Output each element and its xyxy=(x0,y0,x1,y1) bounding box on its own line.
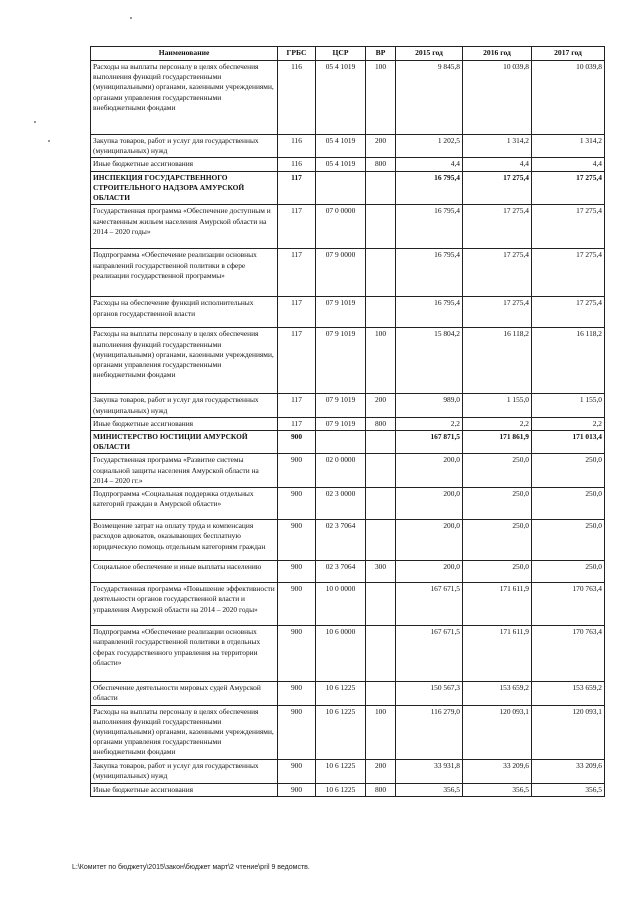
cell-2016: 171 861,9 xyxy=(463,430,532,453)
cell-2016: 2,2 xyxy=(463,417,532,430)
cell-2015: 16 795,4 xyxy=(396,171,463,205)
cell-name: Расходы на выплаты персоналу в целях обеспечения выполнения функций государственными (муниципальными) органами, казенными учреждениями, органами управления государственными внебюджетными фондами xyxy=(91,705,278,759)
cell-2016: 356,5 xyxy=(463,783,532,796)
cell-vr: 200 xyxy=(366,135,396,158)
cell-2015: 200,0 xyxy=(396,561,463,583)
cell-vr: 800 xyxy=(366,158,396,171)
table-row xyxy=(91,682,605,705)
scan-speck xyxy=(130,17,132,19)
cell-2015: 9 845,8 xyxy=(396,61,463,135)
cell-vr: 200 xyxy=(366,394,396,417)
cell-2015: 16 795,4 xyxy=(396,249,463,297)
table-row xyxy=(91,520,605,561)
cell-name: Государственная программа «Повышение эффективности деятельности органов государственной власти и управления Амурской области на 2014 – 2020 годы» xyxy=(91,583,278,626)
cell-grbs: 900 xyxy=(278,430,316,453)
cell-2015: 15 804,2 xyxy=(396,328,463,394)
table-row xyxy=(91,328,605,394)
cell-name: Расходы на выплаты персоналу в целях обеспечения выполнения функций государственными (муниципальными) органами, казенными учреждениями, органами управления государственными внебюджетными фондами xyxy=(91,61,278,135)
cell-2017: 10 039,8 xyxy=(532,61,605,135)
cell-2016: 17 275,4 xyxy=(463,249,532,297)
cell-2016: 120 093,1 xyxy=(463,705,532,759)
cell-2017: 17 275,4 xyxy=(532,249,605,297)
cell-2015: 167 671,5 xyxy=(396,626,463,682)
cell-2016: 17 275,4 xyxy=(463,205,532,249)
cell-csr: 02 3 7064 xyxy=(316,520,366,561)
cell-csr: 07 9 1019 xyxy=(316,417,366,430)
cell-grbs: 900 xyxy=(278,488,316,520)
cell-grbs: 900 xyxy=(278,682,316,705)
cell-csr: 10 6 1225 xyxy=(316,705,366,759)
cell-2017: 17 275,4 xyxy=(532,171,605,205)
cell-csr: 07 0 0000 xyxy=(316,205,366,249)
cell-name: Закупка товаров, работ и услуг для государственных (муниципальных) нужд xyxy=(91,135,278,158)
cell-vr xyxy=(366,682,396,705)
cell-2017: 250,0 xyxy=(532,488,605,520)
header-2017: 2017 год xyxy=(532,47,605,61)
file-path-footer: L:\Комитет по бюджету\2015\закон\бюджет март\2 чтение\pril 9 ведомств. xyxy=(72,864,310,871)
cell-2015: 16 795,4 xyxy=(396,297,463,328)
cell-vr: 200 xyxy=(366,759,396,783)
cell-name: Иные бюджетные ассигнования xyxy=(91,158,278,171)
cell-2017: 1 155,0 xyxy=(532,394,605,417)
cell-csr: 10 6 0000 xyxy=(316,626,366,682)
cell-name: Расходы на обеспечение функций исполнительных органов государственной власти xyxy=(91,297,278,328)
cell-2016: 250,0 xyxy=(463,488,532,520)
cell-2016: 33 209,6 xyxy=(463,759,532,783)
header-2015: 2015 год xyxy=(396,47,463,61)
cell-2015: 1 202,5 xyxy=(396,135,463,158)
cell-grbs: 900 xyxy=(278,583,316,626)
cell-csr: 05 4 1019 xyxy=(316,135,366,158)
cell-name: Иные бюджетные ассигнования xyxy=(91,417,278,430)
cell-grbs: 117 xyxy=(278,297,316,328)
table-row xyxy=(91,61,605,135)
cell-2017: 170 763,4 xyxy=(532,583,605,626)
cell-2017: 17 275,4 xyxy=(532,205,605,249)
cell-csr: 10 6 1225 xyxy=(316,759,366,783)
table-row xyxy=(91,430,605,453)
cell-2017: 250,0 xyxy=(532,454,605,488)
header-vr: ВР xyxy=(366,47,396,61)
budget-table xyxy=(90,46,605,797)
cell-grbs: 117 xyxy=(278,171,316,205)
cell-csr: 05 4 1019 xyxy=(316,61,366,135)
cell-csr xyxy=(316,430,366,453)
cell-2016: 16 118,2 xyxy=(463,328,532,394)
table-row xyxy=(91,561,605,583)
cell-2016: 153 659,2 xyxy=(463,682,532,705)
cell-csr xyxy=(316,171,366,205)
cell-2016: 171 611,9 xyxy=(463,626,532,682)
cell-name: Расходы на выплаты персоналу в целях обеспечения выполнения функций государственными (муниципальными) органами, казенными учреждениями, органами управления государственными внебюджетными фондами xyxy=(91,328,278,394)
table-row xyxy=(91,297,605,328)
cell-grbs: 117 xyxy=(278,249,316,297)
cell-2017: 356,5 xyxy=(532,783,605,796)
cell-2017: 170 763,4 xyxy=(532,626,605,682)
cell-grbs: 900 xyxy=(278,705,316,759)
table-row xyxy=(91,488,605,520)
cell-name: Подпрограмма «Обеспечение реализации основных направлений государственной политики в сфере реализации государственной программы» xyxy=(91,249,278,297)
cell-csr: 02 3 0000 xyxy=(316,488,366,520)
cell-vr xyxy=(366,488,396,520)
cell-name: МИНИСТЕРСТВО ЮСТИЦИИ АМУРСКОЙ ОБЛАСТИ xyxy=(91,430,278,453)
cell-name: Подпрограмма «Социальная поддержка отдельных категорий граждан в Амурской области» xyxy=(91,488,278,520)
cell-grbs: 117 xyxy=(278,328,316,394)
table-row xyxy=(91,205,605,249)
cell-csr: 07 9 0000 xyxy=(316,249,366,297)
cell-csr: 10 6 1225 xyxy=(316,682,366,705)
cell-vr: 100 xyxy=(366,705,396,759)
cell-grbs: 900 xyxy=(278,520,316,561)
cell-name: Государственная программа «Развитие системы социальной защиты населения Амурской области на 2014 – 2020 гг.» xyxy=(91,454,278,488)
table-row xyxy=(91,249,605,297)
cell-2015: 116 279,0 xyxy=(396,705,463,759)
cell-2016: 171 611,9 xyxy=(463,583,532,626)
cell-2016: 250,0 xyxy=(463,520,532,561)
cell-vr xyxy=(366,430,396,453)
cell-csr: 07 9 1019 xyxy=(316,328,366,394)
cell-name: Социальное обеспечение и иные выплаты населению xyxy=(91,561,278,583)
cell-grbs: 117 xyxy=(278,417,316,430)
cell-2015: 150 567,3 xyxy=(396,682,463,705)
table-row xyxy=(91,135,605,158)
scan-speck xyxy=(34,121,36,123)
header-2016: 2016 год xyxy=(463,47,532,61)
cell-vr xyxy=(366,249,396,297)
table-row xyxy=(91,626,605,682)
cell-2017: 4,4 xyxy=(532,158,605,171)
cell-grbs: 116 xyxy=(278,135,316,158)
cell-csr: 05 4 1019 xyxy=(316,158,366,171)
cell-2015: 200,0 xyxy=(396,520,463,561)
cell-2015: 167 671,5 xyxy=(396,583,463,626)
cell-vr xyxy=(366,626,396,682)
cell-vr: 300 xyxy=(366,561,396,583)
cell-grbs: 116 xyxy=(278,158,316,171)
cell-2016: 10 039,8 xyxy=(463,61,532,135)
cell-vr xyxy=(366,583,396,626)
cell-grbs: 900 xyxy=(278,454,316,488)
cell-2016: 17 275,4 xyxy=(463,297,532,328)
cell-vr xyxy=(366,520,396,561)
cell-2016: 4,4 xyxy=(463,158,532,171)
cell-name: Возмещение затрат на оплату труда и компенсация расходов адвокатов, оказывающих бесплатную юридическую помощь отдельным категориям граждан xyxy=(91,520,278,561)
cell-name: Обеспечение деятельности мировых судей Амурской области xyxy=(91,682,278,705)
cell-csr: 10 6 1225 xyxy=(316,783,366,796)
cell-2015: 356,5 xyxy=(396,783,463,796)
cell-name: Подпрограмма «Обеспечение реализации основных направлений государственной политики в отдельных сферах государственного управления на территории области» xyxy=(91,626,278,682)
cell-grbs: 900 xyxy=(278,626,316,682)
cell-2016: 250,0 xyxy=(463,561,532,583)
cell-2016: 1 314,2 xyxy=(463,135,532,158)
cell-grbs: 900 xyxy=(278,783,316,796)
cell-vr xyxy=(366,171,396,205)
cell-2015: 16 795,4 xyxy=(396,205,463,249)
cell-2017: 16 118,2 xyxy=(532,328,605,394)
table-row xyxy=(91,171,605,205)
cell-2016: 250,0 xyxy=(463,454,532,488)
cell-2017: 250,0 xyxy=(532,561,605,583)
table-row xyxy=(91,417,605,430)
cell-2016: 17 275,4 xyxy=(463,171,532,205)
cell-grbs: 117 xyxy=(278,205,316,249)
cell-2017: 153 659,2 xyxy=(532,682,605,705)
cell-grbs: 900 xyxy=(278,759,316,783)
cell-grbs: 900 xyxy=(278,561,316,583)
cell-2017: 33 209,6 xyxy=(532,759,605,783)
cell-vr xyxy=(366,454,396,488)
cell-csr: 07 9 1019 xyxy=(316,297,366,328)
header-name: Наименование xyxy=(91,47,278,61)
table-row xyxy=(91,759,605,783)
cell-name: Государственная программа «Обеспечение доступным и качественным жильем населения Амурской области на 2014 – 2020 годы» xyxy=(91,205,278,249)
cell-2015: 4,4 xyxy=(396,158,463,171)
table-row xyxy=(91,158,605,171)
cell-2017: 2,2 xyxy=(532,417,605,430)
header-csr: ЦСР xyxy=(316,47,366,61)
cell-vr: 800 xyxy=(366,417,396,430)
cell-grbs: 116 xyxy=(278,61,316,135)
cell-2016: 1 155,0 xyxy=(463,394,532,417)
table-row xyxy=(91,454,605,488)
cell-csr: 07 9 1019 xyxy=(316,394,366,417)
cell-vr: 100 xyxy=(366,61,396,135)
cell-2015: 2,2 xyxy=(396,417,463,430)
scan-speck xyxy=(48,140,50,142)
cell-2015: 989,0 xyxy=(396,394,463,417)
cell-2017: 17 275,4 xyxy=(532,297,605,328)
cell-name: Закупка товаров, работ и услуг для государственных (муниципальных) нужд xyxy=(91,394,278,417)
cell-2015: 33 931,8 xyxy=(396,759,463,783)
cell-2015: 167 871,5 xyxy=(396,430,463,453)
header-grbs: ГРБС xyxy=(278,47,316,61)
cell-2017: 250,0 xyxy=(532,520,605,561)
cell-name: ИНСПЕКЦИЯ ГОСУДАРСТВЕННОГО СТРОИТЕЛЬНОГО НАДЗОРА АМУРСКОЙ ОБЛАСТИ xyxy=(91,171,278,205)
cell-vr xyxy=(366,205,396,249)
table-row xyxy=(91,583,605,626)
cell-name: Закупка товаров, работ и услуг для государственных (муниципальных) нужд xyxy=(91,759,278,783)
cell-csr: 02 3 7064 xyxy=(316,561,366,583)
table-row xyxy=(91,394,605,417)
cell-2015: 200,0 xyxy=(396,454,463,488)
cell-name: Иные бюджетные ассигнования xyxy=(91,783,278,796)
cell-csr: 10 0 0000 xyxy=(316,583,366,626)
cell-vr xyxy=(366,297,396,328)
table-row xyxy=(91,705,605,759)
cell-2017: 171 013,4 xyxy=(532,430,605,453)
cell-csr: 02 0 0000 xyxy=(316,454,366,488)
cell-vr: 100 xyxy=(366,328,396,394)
cell-2017: 120 093,1 xyxy=(532,705,605,759)
cell-grbs: 117 xyxy=(278,394,316,417)
table-body xyxy=(91,61,605,797)
cell-vr: 800 xyxy=(366,783,396,796)
table-row xyxy=(91,783,605,796)
cell-2017: 1 314,2 xyxy=(532,135,605,158)
table-header-row xyxy=(91,47,605,61)
cell-2015: 200,0 xyxy=(396,488,463,520)
